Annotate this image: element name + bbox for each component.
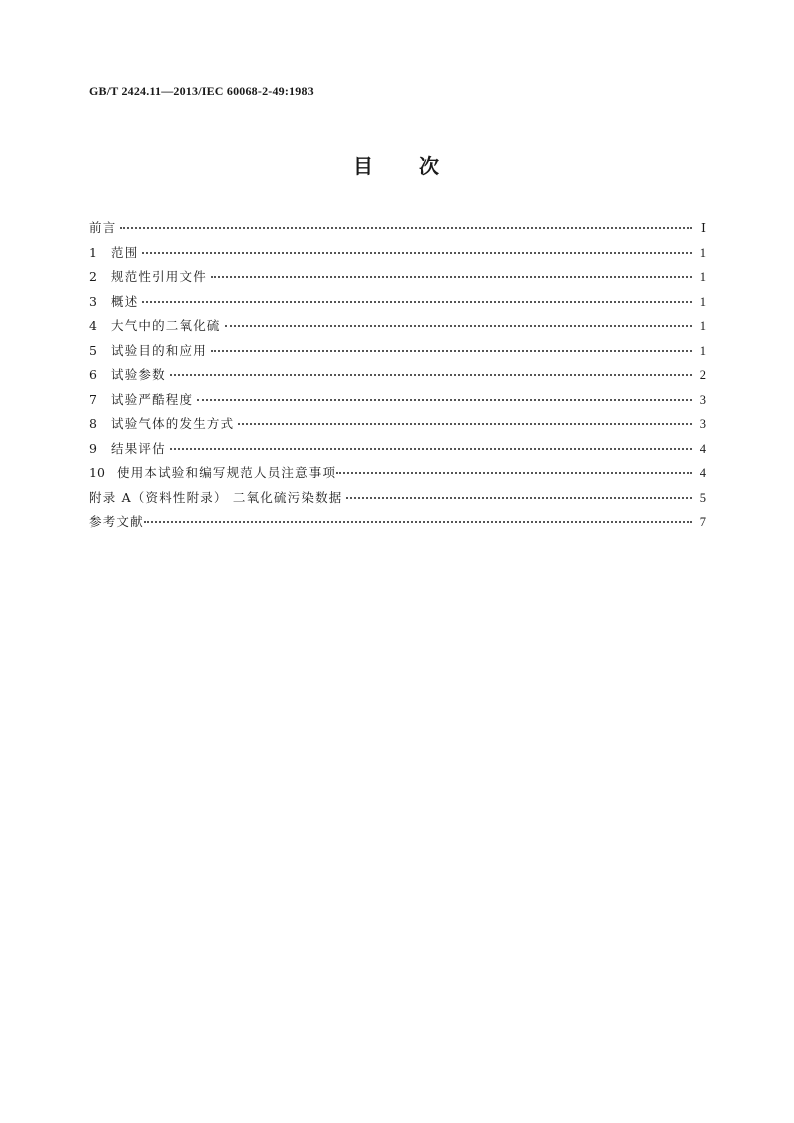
toc-entry-7[interactable] bbox=[89, 388, 706, 413]
toc-leader-dots bbox=[170, 442, 692, 450]
toc-entry-number: 3 bbox=[89, 293, 97, 309]
toc-leader-dots bbox=[225, 319, 692, 327]
toc-entry-label: 结果评估 bbox=[111, 440, 166, 456]
toc-entry-number: 7 bbox=[89, 391, 97, 407]
table-of-contents bbox=[89, 216, 706, 535]
toc-leader-dots bbox=[120, 221, 692, 229]
toc-leader-dots bbox=[197, 393, 692, 401]
toc-entry-annex-a[interactable] bbox=[89, 486, 706, 511]
toc-entry-page: 2 bbox=[699, 368, 706, 382]
toc-entry-6[interactable] bbox=[89, 363, 706, 388]
toc-entry-10[interactable] bbox=[89, 461, 706, 486]
toc-entry-number: 1 bbox=[89, 244, 97, 260]
toc-entry-number: 9 bbox=[89, 440, 97, 456]
toc-entry-1[interactable] bbox=[89, 241, 706, 266]
toc-entry-3[interactable] bbox=[89, 290, 706, 315]
toc-entry-page: 5 bbox=[699, 490, 706, 505]
toc-entry-label: 大气中的二氧化硫 bbox=[111, 318, 221, 333]
toc-entry-page: 1 bbox=[699, 319, 706, 333]
toc-entry-page: 3 bbox=[699, 417, 706, 431]
toc-title-char-2: 次 bbox=[419, 154, 441, 178]
toc-entry-label: 前言 bbox=[89, 220, 117, 235]
toc-entry-page: 1 bbox=[699, 270, 706, 284]
toc-title-char-1: 目 bbox=[353, 154, 375, 178]
toc-entry-label: 试验参数 bbox=[111, 367, 166, 382]
toc-entry-page: 1 bbox=[699, 245, 706, 260]
toc-entry-label: 范围 bbox=[111, 244, 139, 260]
toc-entry-page: 7 bbox=[699, 515, 706, 529]
toc-entry-number: 10 bbox=[89, 465, 105, 480]
toc-entry-5[interactable] bbox=[89, 339, 706, 364]
toc-leader-dots bbox=[211, 270, 692, 278]
toc-entry-number: 8 bbox=[89, 416, 97, 431]
toc-leader-dots bbox=[170, 368, 692, 376]
toc-entry-label: 概述 bbox=[111, 293, 139, 309]
toc-entry-number: 4 bbox=[89, 318, 97, 333]
standard-code-header: GB/T 2424.11—2013/IEC 60068-2-49:1983 bbox=[89, 84, 314, 98]
toc-entry-label: 附录 A（资料性附录） 二氧化硫污染数据 bbox=[89, 489, 343, 505]
toc-title bbox=[0, 150, 794, 179]
toc-entry-9[interactable] bbox=[89, 437, 706, 462]
toc-leader-dots bbox=[142, 295, 692, 303]
toc-leader-dots bbox=[211, 344, 692, 352]
toc-entry-page: 4 bbox=[699, 441, 706, 456]
toc-entry-label: 规范性引用文件 bbox=[111, 269, 207, 284]
toc-entry-page: 1 bbox=[699, 343, 706, 358]
toc-entry-page: 3 bbox=[699, 392, 706, 407]
toc-leader-dots bbox=[238, 417, 692, 425]
toc-entry-label: 使用本试验和编写规范人员注意事项 bbox=[117, 465, 337, 480]
toc-entry-page: 1 bbox=[699, 294, 706, 309]
toc-entry-label: 试验目的和应用 bbox=[111, 342, 207, 358]
toc-entry-bibliography[interactable] bbox=[89, 510, 706, 535]
toc-entry-page: 4 bbox=[699, 466, 706, 480]
toc-leader-dots bbox=[142, 246, 692, 254]
toc-entry-number: 5 bbox=[89, 342, 97, 358]
toc-leader-dots bbox=[346, 491, 692, 499]
toc-entry-label: 试验严酷程度 bbox=[111, 391, 194, 407]
toc-entry-4[interactable] bbox=[89, 314, 706, 339]
toc-entry-number: 6 bbox=[89, 367, 97, 382]
toc-entry-number: 2 bbox=[89, 269, 97, 284]
toc-leader-dots bbox=[144, 515, 692, 523]
toc-entry-foreword[interactable] bbox=[89, 216, 706, 241]
toc-entry-label: 参考文献 bbox=[89, 514, 144, 529]
toc-entry-page: Ⅰ bbox=[701, 221, 706, 235]
toc-entry-8[interactable] bbox=[89, 412, 706, 437]
toc-leader-dots bbox=[336, 466, 692, 474]
toc-entry-label: 试验气体的发生方式 bbox=[111, 416, 235, 431]
toc-entry-2[interactable] bbox=[89, 265, 706, 290]
